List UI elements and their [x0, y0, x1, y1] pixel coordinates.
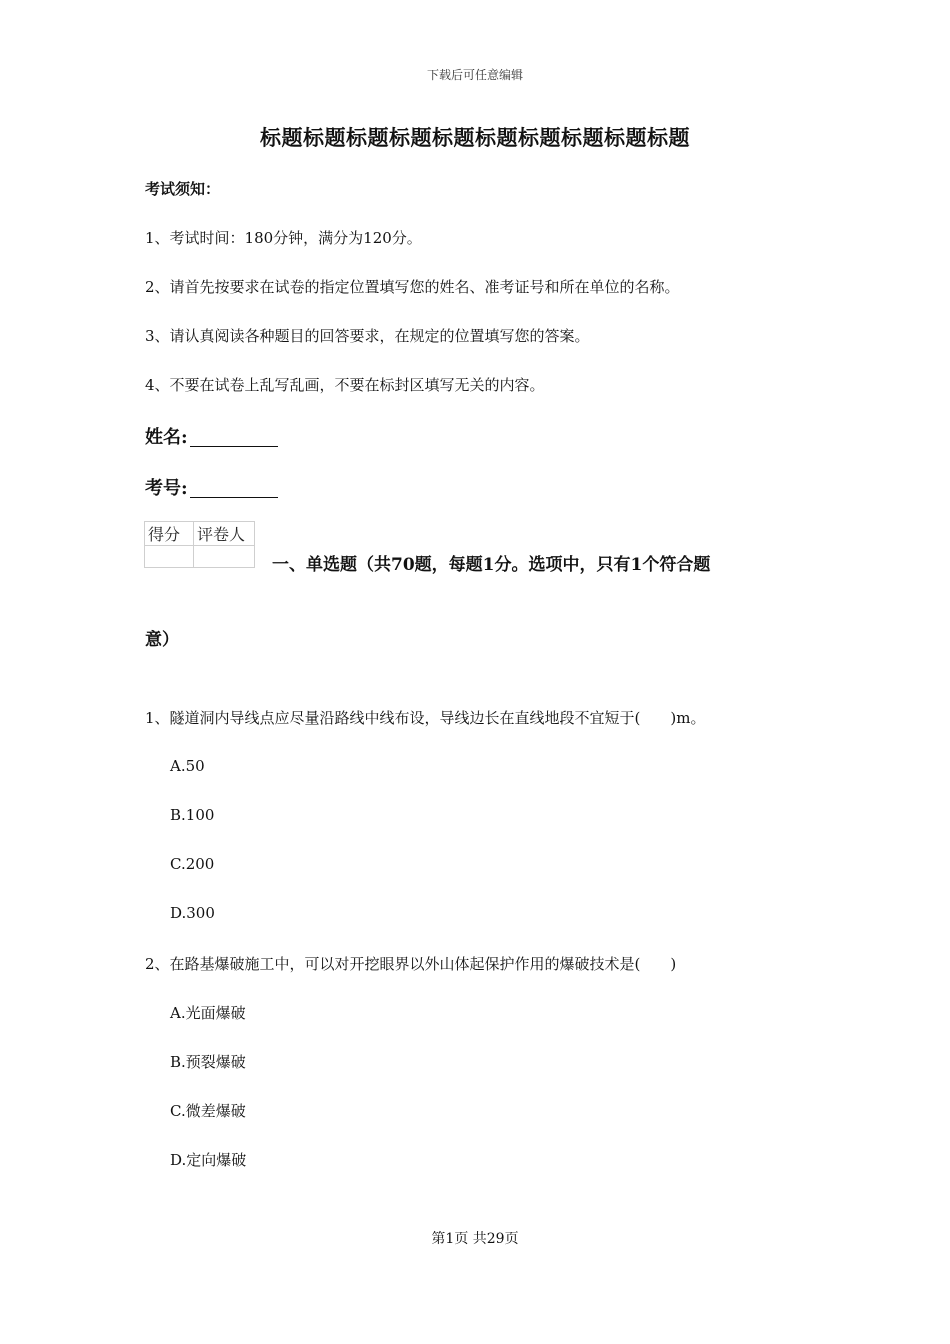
grader-header: 评卷人	[194, 522, 255, 546]
page-title: 标题标题标题标题标题标题标题标题标题标题	[260, 125, 690, 150]
name-label: 姓名:	[145, 427, 188, 448]
option: A.光面爆破	[170, 1004, 246, 1022]
option: D.300	[170, 904, 215, 922]
notice-item: 2、请首先按要求在试卷的指定位置填写您的姓名、准考证号和所在单位的名称。	[145, 278, 680, 296]
option: B.100	[170, 806, 215, 824]
section-heading: 一、单选题（共70题，每题1分。选项中，只有1个符合题	[272, 555, 711, 575]
option: A.50	[170, 757, 205, 775]
id-blank[interactable]	[190, 479, 278, 498]
header-note: 下载后可任意编辑	[426, 68, 523, 82]
name-blank[interactable]	[190, 428, 278, 447]
score-header: 得分	[145, 522, 194, 546]
option: D.定向爆破	[170, 1151, 247, 1169]
question-text: 1、隧道洞内导线点应尽量沿路线中线布设，导线边长在直线地段不宜短于( )m。	[145, 709, 706, 727]
score-cell	[145, 546, 194, 568]
grader-cell	[194, 546, 255, 568]
notice-item: 4、不要在试卷上乱写乱画，不要在标封区填写无关的内容。	[145, 376, 545, 394]
option: C.微差爆破	[170, 1102, 246, 1120]
score-table	[144, 521, 255, 568]
option: C.200	[170, 855, 215, 873]
id-field	[145, 474, 278, 500]
page-footer: 第1页 共29页	[431, 1231, 519, 1247]
option: B.预裂爆破	[170, 1053, 246, 1071]
section-heading-cont: 意）	[145, 630, 179, 650]
question-text: 2、在路基爆破施工中，可以对开挖眼界以外山体起保护作用的爆破技术是( )	[145, 955, 677, 973]
notice-item: 3、请认真阅读各种题目的回答要求，在规定的位置填写您的答案。	[145, 327, 590, 345]
notice-heading: 考试须知：	[145, 180, 221, 198]
name-field	[145, 423, 278, 449]
id-label: 考号:	[145, 478, 188, 499]
notice-item: 1、考试时间：180分钟，满分为120分。	[145, 229, 422, 247]
